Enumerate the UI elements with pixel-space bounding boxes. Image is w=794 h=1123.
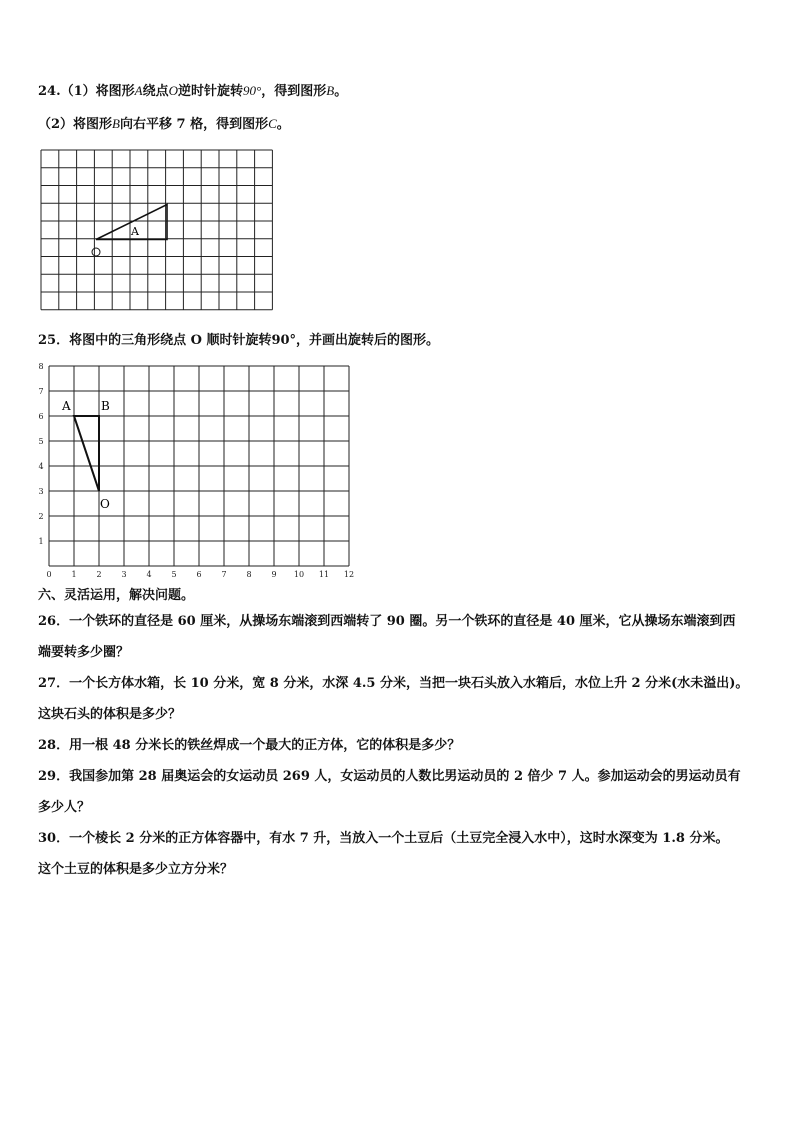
q28-text: 28．用一根 48 分米长的铁丝焊成一个最大的正方体，它的体积是多少？ [38, 738, 461, 753]
y-tick-label: 3 [38, 487, 44, 496]
x-tick-label: 6 [196, 570, 202, 579]
q27-line1: 27．一个长方体水箱，长 10 分米，宽 8 分米，水深 4.5 分米，当把一块石头放入水箱后，水位上升 2 分米(水未溢出)。 [38, 676, 749, 691]
triangle-ABO [74, 416, 99, 491]
q24-line1: 24.（1）将图形A绕点O逆时针旋转90°，得到图形B。 [38, 83, 348, 99]
y-tick-label: 5 [38, 437, 44, 446]
x-tick-label: 1 [71, 570, 77, 579]
x-tick-label: 5 [171, 570, 177, 579]
y-tick-label: 8 [38, 362, 44, 371]
q26-line2: 端要转多少圈？ [38, 645, 130, 660]
x-tick-label: 2 [96, 570, 102, 579]
x-tick-label: 9 [271, 570, 277, 579]
q29-line1: 29．我国参加第 28 届奥运会的女运动员 269 人，女运动员的人数比男运动员的 2 倍少 7 人。参加运动会的男运动员有 [38, 769, 741, 784]
x-tick-label: 7 [221, 570, 227, 579]
x-tick-label: 4 [146, 570, 152, 579]
y-tick-label: 7 [38, 387, 44, 396]
q24-line2: （2）将图形B向右平移 7 格，得到图形C。 [38, 116, 290, 132]
section-heading: 六、灵活运用，解决问题。 [38, 588, 195, 603]
label-O: O [100, 497, 110, 511]
x-tick-label: 10 [293, 570, 305, 579]
point-O-marker [92, 248, 100, 256]
q30-line2: 这个土豆的体积是多少立方分米？ [38, 862, 234, 877]
q25-text: 25．将图中的三角形绕点 O 顺时针旋转90°，并画出旋转后的图形。 [38, 333, 440, 348]
q25-x-ticks [46, 570, 354, 579]
q24-grid-figure [30, 140, 290, 320]
x-tick-label: 8 [246, 570, 252, 579]
q30-line1: 30．一个棱长 2 分米的正方体容器中，有水 7 升，当放入一个土豆后（土豆完全浸入水中），这时水深变为 1.8 分米。 [38, 831, 729, 846]
q26-line1: 26．一个铁环的直径是 60 厘米，从操场东端滚到西端转了 90 圈。另一个铁环的直径是 40 厘米，它从操场东端滚到西 [38, 614, 736, 629]
q25-y-ticks [38, 362, 43, 546]
x-tick-label: 11 [318, 570, 330, 579]
y-tick-label: 2 [38, 512, 44, 521]
q25-grid [49, 366, 349, 566]
label-A: A [62, 399, 71, 413]
q24-grid [41, 150, 272, 310]
label-A: A [131, 225, 139, 238]
x-tick-label: 3 [121, 570, 127, 579]
y-tick-label: 1 [38, 537, 44, 546]
y-tick-label: 6 [38, 412, 44, 421]
y-tick-label: 4 [38, 462, 44, 471]
label-B: B [101, 399, 110, 413]
q29-line2: 多少人？ [38, 800, 91, 815]
q27-line2: 这块石头的体积是多少？ [38, 707, 182, 722]
x-tick-label: 12 [343, 570, 355, 579]
q25-grid-figure [30, 360, 370, 585]
x-tick-label: 0 [46, 570, 52, 579]
